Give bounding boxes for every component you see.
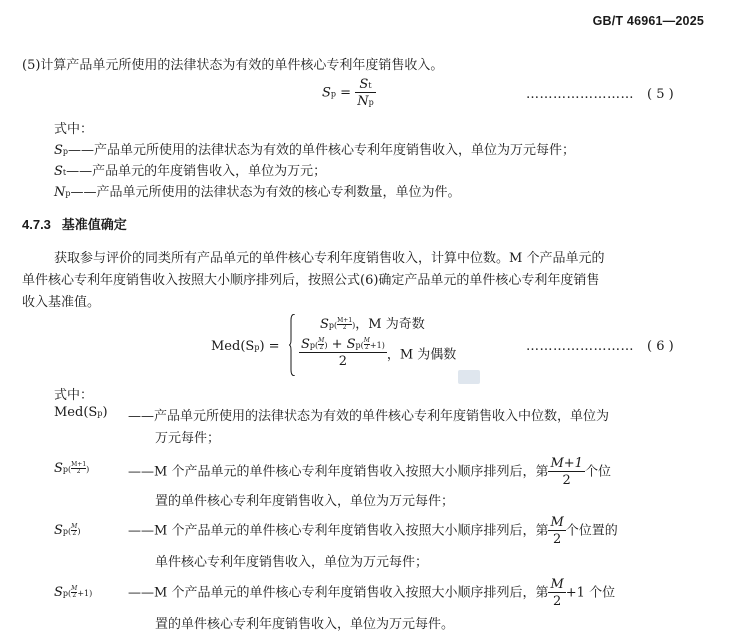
where2-row-med-symbol: Med(Sp) [54, 405, 108, 420]
formula-5-number: ( 5 ) [647, 87, 674, 102]
formula-6-number: ( 6 ) [647, 339, 674, 354]
paragraph-line-2: 单件核心专利年度销售收入按照大小顺序排列后，按照公式(6)确定产品单元的单件核心专利年度销售 [22, 273, 600, 288]
formula-6-even-fraction: Sp( $\frac{M}{2}$ ) + Sp( $\frac{M}{2}$ +1) 2 [301, 337, 385, 369]
standard-number: GB/T 46961—2025 [592, 14, 704, 28]
formula-5-den-sub: p [368, 98, 374, 107]
where-label-2: 式中： [54, 388, 94, 403]
where1-row-np: Np——产品单元所使用的法律状态为有效的核心专利数量，单位为件。 [54, 185, 461, 200]
where2-row-odd-desc2: 置的单件核心专利年度销售收入，单位为万元每件； [155, 494, 455, 509]
formula-5-lhs-sub: p [330, 89, 337, 99]
formula-5-num-sub: t [368, 81, 372, 90]
where2-row-even-b-symbol: Sp( $\frac{M}{2}$ +1) [54, 585, 93, 600]
where2-row-even-b-desc1: ——M 个产品单元的单件核心专利年度销售收入按照大小顺序排列后，第 $\frac{M}{2}$ +1 个位 [128, 577, 616, 609]
formula-5-lhs: S [322, 85, 331, 101]
formula-5-leader-dots: …………………… [526, 87, 634, 102]
where1-row-st: St——产品单元的年度销售收入，单位为万元； [54, 164, 327, 179]
where2-row-even-a-desc1: ——M 个产品单元的单件核心专利年度销售收入按照大小顺序排列后，第 $\frac{M}{2}$ 个位置的 [128, 515, 618, 547]
section-heading [22, 214, 127, 233]
formula-6-leader-dots: …………………… [526, 339, 634, 354]
formula-6-case-even: Sp( $\frac{M}{2}$ ) + Sp( $\frac{M}{2}$ +1) 2 ，M 为偶数 [301, 337, 457, 369]
where-label-1: 式中： [54, 122, 94, 137]
section-title: 基准值确定 [61, 217, 127, 232]
formula-6-case-odd: Sp( $\frac{M+1}{2}$ )，M 为奇数 [320, 317, 425, 332]
formula-5-eq: = [340, 85, 352, 101]
watermark-stamp [458, 370, 480, 384]
formula-6-brace [289, 314, 295, 376]
where2-row-even-a-desc2: 单件核心专利年度销售收入，单位为万元每件； [155, 555, 429, 570]
paragraph-line-1: 获取参与评价的同类所有产品单元的单件核心专利年度销售收入，计算中位数。M 个产品单元的 [54, 251, 605, 266]
where2-row-odd-desc1: ——M 个产品单元的单件核心专利年度销售收入按照大小顺序排列后，第 $\frac{M+1}{2}$ 个位 [128, 456, 611, 488]
item-5-text: (5)计算产品单元所使用的法律状态为有效的单件核心专利年度销售收入。 [22, 58, 444, 73]
where2-row-even-a-symbol: Sp( $\frac{M}{2}$ ) [54, 523, 81, 538]
section-number: 4.7.3 [22, 217, 51, 232]
where2-row-even-b-desc2: 置的单件核心专利年度销售收入，单位为万元每件。 [155, 617, 455, 632]
paragraph-line-3: 收入基准值。 [22, 295, 101, 310]
formula-6-lhs: Med(Sp) = [211, 339, 280, 354]
where2-row-med-desc2: 万元每件； [155, 431, 221, 446]
formula-5 [322, 78, 376, 108]
where1-row-sp: Sp——产品单元所使用的法律状态为有效的单件核心专利年度销售收入，单位为万元每件； [54, 143, 576, 158]
formula-5-den: N [357, 94, 369, 109]
formula-5-num: S [359, 77, 369, 92]
where2-row-odd-symbol: Sp( $\frac{M+1}{2}$ ) [54, 461, 90, 476]
formula-5-fraction [355, 78, 376, 108]
where2-row-med-desc1: ——产品单元所使用的法律状态为有效的单件核心专利年度销售收入中位数，单位为 [128, 409, 610, 424]
